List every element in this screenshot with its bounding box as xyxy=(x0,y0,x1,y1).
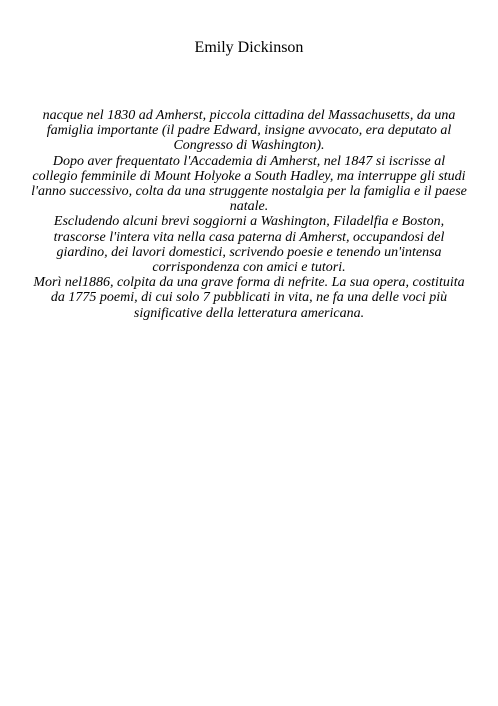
page-title: Emily Dickinson xyxy=(194,39,304,56)
paragraph-death: Morì nel1886, colpita da una grave forma di nefrite. La sua opera, costituita da 1775 poemi, di cui solo 7 pubblicati in vita, ne fa una delle voci più significative della letteratura americana. xyxy=(33,275,465,321)
paragraph-birth: nacque nel 1830 ad Amherst, piccola cittadina del Massachusetts, da una famiglia importante (il padre Edward, insigne avvocato, era deputato al Congresso di Washington). xyxy=(42,108,456,154)
paragraph-education: Dopo aver frequentato l'Accademia di Amherst, nel 1847 si iscrisse al collegio femminile di Mount Holyoke a South Hadley, ma interruppe gli studi l'anno successivo, colta da una struggente nostalgia per la famiglia e il paese natale. xyxy=(31,153,467,215)
biography-text xyxy=(30,108,468,321)
paragraph-life: Escludendo alcuni brevi soggiorni a Washington, Filadelfia e Boston, trascorse l'intera vita nella casa paterna di Amherst, occupandosi del giardino, dei lavori domestici, scrivendo poesie e tenendo un'intensa corrispondenza con amici e tutori. xyxy=(53,214,445,276)
